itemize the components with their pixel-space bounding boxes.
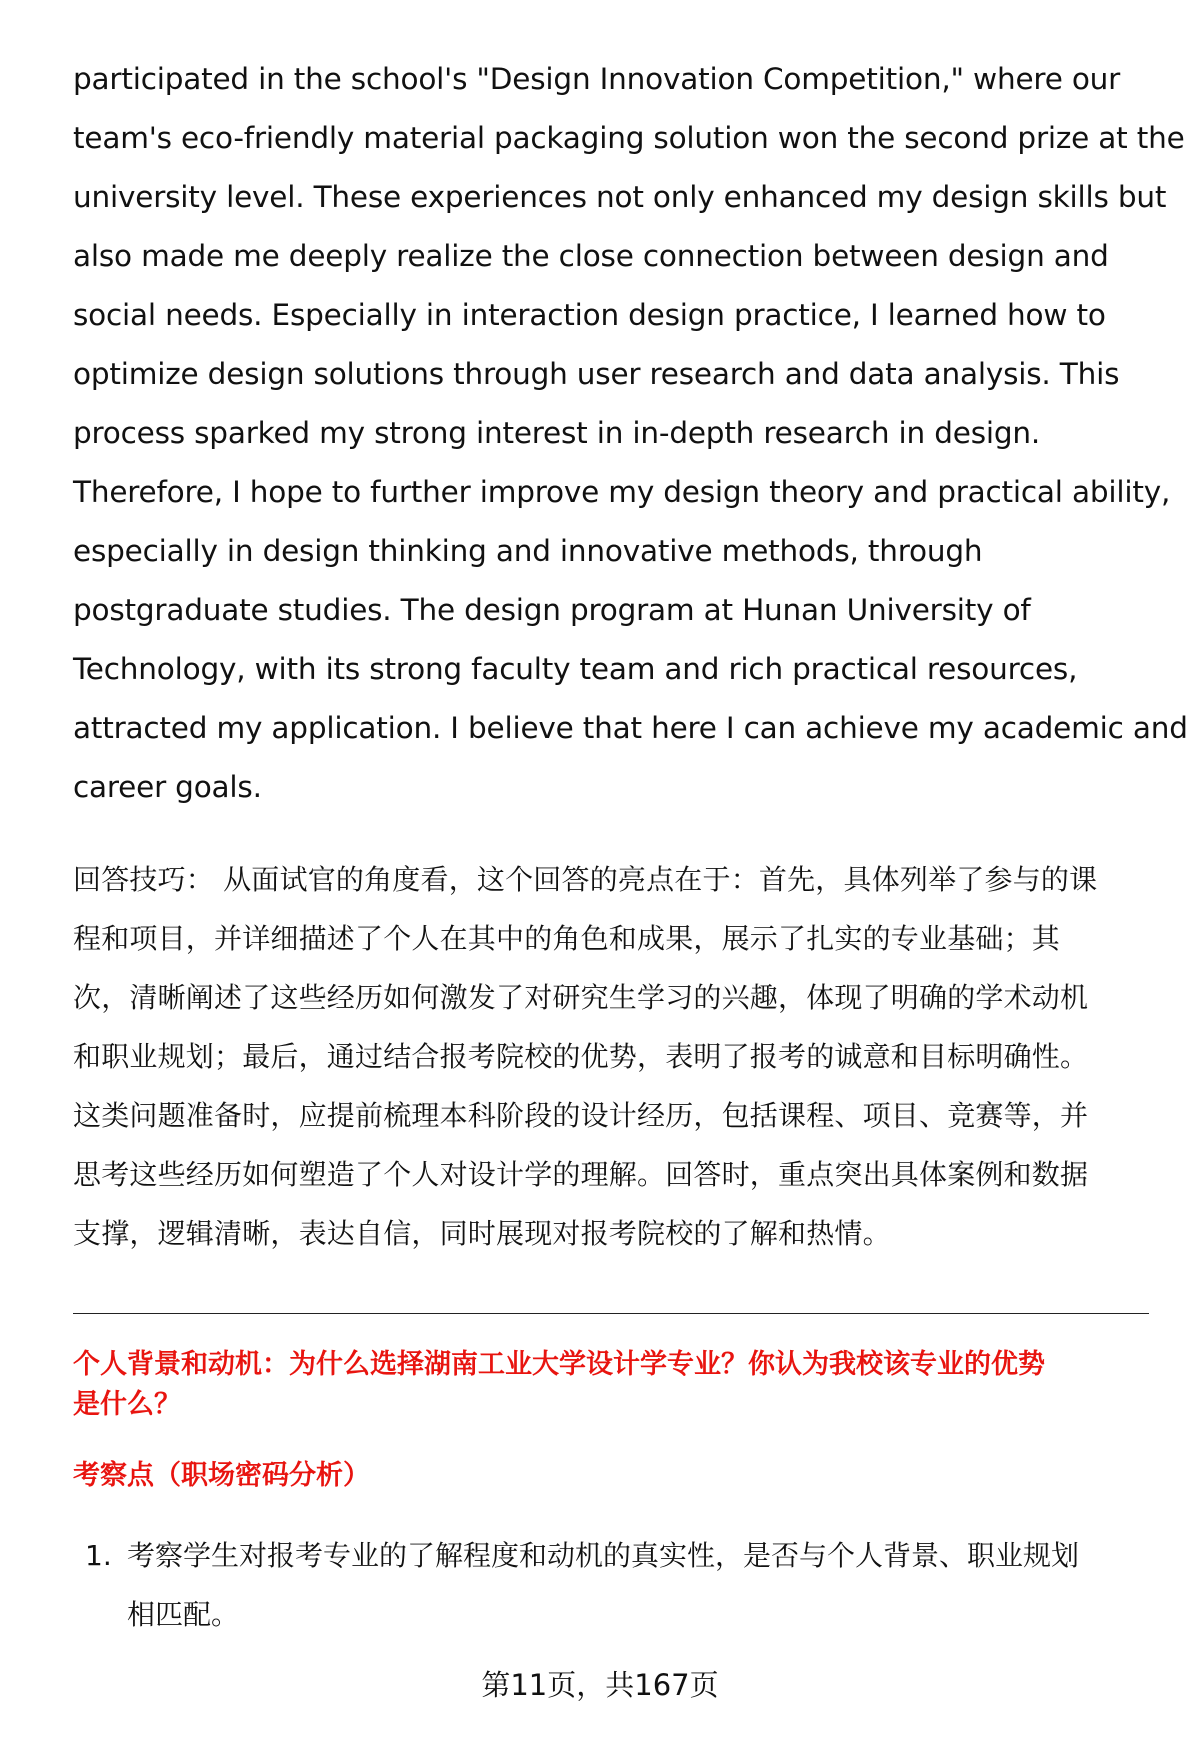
text-line: team's eco-friendly material packaging solution won the second prize at the xyxy=(73,121,1185,155)
divider xyxy=(73,1313,1149,1314)
text-line: 次，清晰阐述了这些经历如何激发了对研究生学习的兴趣，体现了明确的学术动机 xyxy=(73,981,1089,1014)
text-line: optimize design solutions through user research and data analysis. This xyxy=(73,357,1120,391)
text-line: especially in design thinking and innovative methods, through xyxy=(73,534,983,568)
question-heading xyxy=(73,1345,1153,1425)
text-line: attracted my application. I believe that here I can achieve my academic and xyxy=(73,711,1188,745)
text-line: process sparked my strong interest in in-depth research in design. xyxy=(73,416,1041,450)
list xyxy=(73,1526,1153,1644)
list-number: 1. xyxy=(85,1539,112,1572)
text-line: social needs. Especially in interaction design practice, I learned how to xyxy=(73,298,1106,332)
list-item xyxy=(73,1526,1153,1644)
list-text: 相匹配。 xyxy=(127,1598,240,1631)
text-line: 支撑，逻辑清晰，表达自信，同时展现对报考院校的了解和热情。 xyxy=(73,1217,891,1250)
text-line: Therefore, I hope to further improve my design theory and practical ability, xyxy=(73,475,1171,509)
section-heading-text: 考察点（职场密码分析） xyxy=(73,1460,370,1491)
text-line: 程和项目，并详细描述了个人在其中的角色和成果，展示了扎实的专业基础；其 xyxy=(73,922,1061,955)
answer-paragraph xyxy=(73,50,1188,817)
text-line: 回答技巧： 从面试官的角度看，这个回答的亮点在于：首先，具体列举了参与的课 xyxy=(73,863,1098,896)
text-line: postgraduate studies. The design program at Hunan University of xyxy=(73,593,1031,627)
page-number: 第11页，共167页 xyxy=(481,1668,719,1702)
text-line: 这类问题准备时，应提前梳理本科阶段的设计经历，包括课程、项目、竞赛等，并 xyxy=(73,1099,1089,1132)
text-line: university level. These experiences not only enhanced my design skills but xyxy=(73,180,1167,214)
tips-paragraph xyxy=(73,850,1153,1263)
text-line: Technology, with its strong faculty team and rich practical resources, xyxy=(73,652,1078,686)
section-heading xyxy=(73,1456,1153,1496)
heading-line: 是什么？ xyxy=(73,1389,181,1420)
text-line: 思考这些经历如何塑造了个人对设计学的理解。回答时，重点突出具体案例和数据 xyxy=(73,1158,1089,1191)
text-line: career goals. xyxy=(73,770,262,804)
text-line: participated in the school's "Design Innovation Competition," where our xyxy=(73,62,1121,96)
text-line: also made me deeply realize the close connection between design and xyxy=(73,239,1109,273)
list-text: 考察学生对报考专业的了解程度和动机的真实性，是否与个人背景、职业规划 xyxy=(127,1539,1080,1572)
heading-line: 个人背景和动机：为什么选择湖南工业大学设计学专业？你认为我校该专业的优势 xyxy=(73,1349,1045,1380)
text-line: 和职业规划；最后，通过结合报考院校的优势，表明了报考的诚意和目标明确性。 xyxy=(73,1040,1089,1073)
